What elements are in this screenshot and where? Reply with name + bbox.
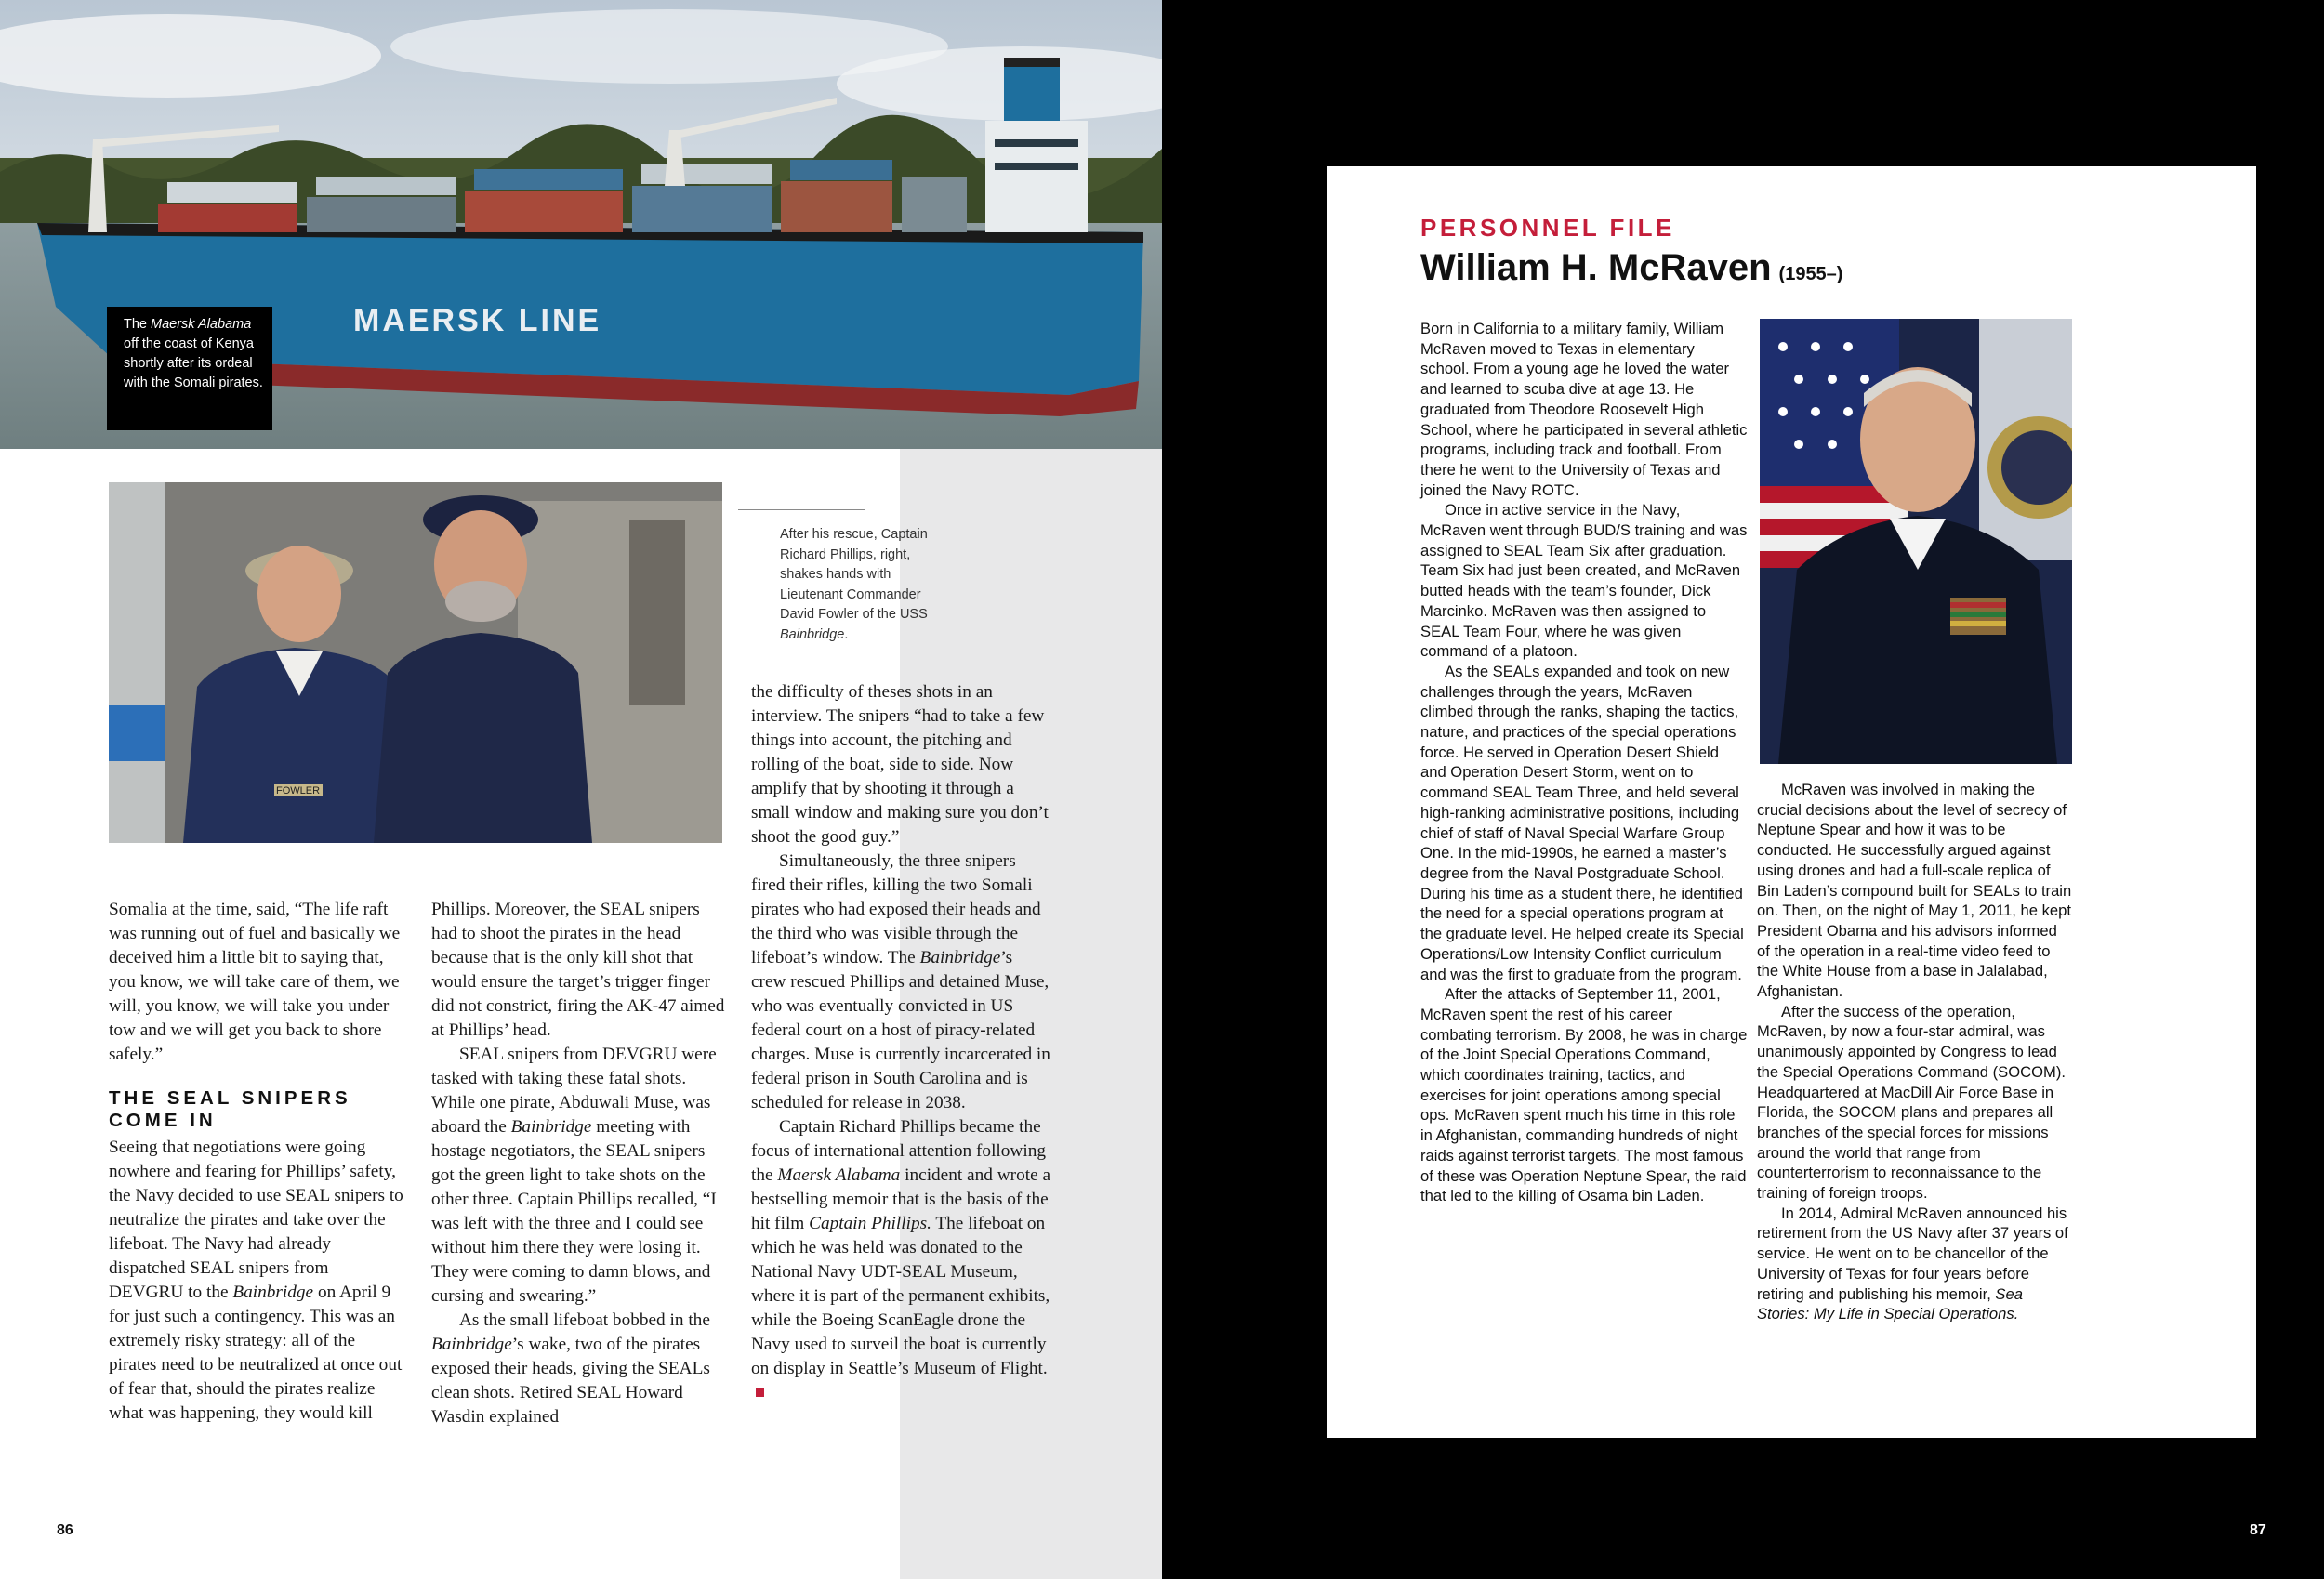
section-heading: THE SEAL SNIPERS COME IN	[109, 1087, 351, 1131]
sidebar-paragraph-4: After the attacks of September 11, 2001, McRaven spent the rest of his career combating terrorism. By 2008, he was in charge of the Joint Special Operations Command, which coordinates training, tactics, and exercises for joint operations among special ops. McRaven spent much his time in this role in Afghanistan, commanding hundreds of night raids against terrorist targets. The most famous of these was Operation Neptune Spear, the raid that led to the killing of Osama bin Laden.	[1420, 985, 1748, 1205]
article-column-2	[431, 898, 729, 1429]
ship-caption-post: off the coast of Kenya shortly after its ordeal with the Somali pirates.	[124, 336, 263, 390]
sidebar-paragraph-1: Born in California to a military family, William McRaven moved to Texas in elementary school. From a young age he loved the water and learned to scuba dive at age 13. He graduated from Theodore Roosevelt High School, where he participated in several athletic programs, including track and football. From there he went to the University of Texas and joined the Navy ROTC.	[1420, 320, 1748, 499]
end-mark	[756, 1388, 764, 1397]
ship-caption-pre: The	[124, 317, 152, 332]
col2-p3-text-b: ’s wake, two of the pirates exposed their heads, giving the SEALs clean shots. Retired SEAL Howard Wasdin explained	[431, 1335, 710, 1427]
col3-p2-ship: Bainbridge	[919, 948, 1001, 967]
sailors-caption	[780, 525, 938, 646]
col3-p3-text-b: incident and wrote a bestselling memoir that is the basis of the hit film	[751, 1165, 1051, 1233]
col2-paragraph-1: Phillips. Moreover, the SEAL snipers had to shoot the pirates in the head because that is the only kill shot that would ensure the target’s trigger finger did not constrict, firing the AK-47 aimed at Phillips’ head.	[431, 900, 725, 1040]
ship-caption-ship: Maersk Alabama	[151, 317, 252, 332]
col2-paragraph-2	[431, 1043, 729, 1309]
sailors-photo-illustration	[109, 482, 722, 843]
col3-p3-ship: Maersk Alabama	[777, 1165, 901, 1185]
col3-paragraph-2	[751, 849, 1050, 1115]
sidebar-p7-text: In 2014, Admiral McRaven announced his retirement from the US Navy after 37 years of service. He went on to be chancellor of the University of Texas for four years before retiring and publishing his memoir,	[1757, 1204, 2068, 1303]
hull-lettering: MAERSK LINE	[353, 303, 602, 338]
sidebar-column-1	[1420, 319, 1748, 1206]
portrait-illustration	[1760, 319, 2072, 764]
article-column-1	[109, 898, 404, 1426]
panel-kicker: PERSONNEL FILE	[1420, 214, 1675, 242]
col2-p2-text-a: SEAL snipers from DEVGRU were tasked with taking these fatal shots. While one pirate, Abduwali Muse, was aboard the	[431, 1045, 717, 1137]
col2-p3-ship: Bainbridge	[431, 1335, 512, 1354]
page-number-left: 86	[57, 1522, 73, 1538]
page-number-right: 87	[2250, 1522, 2266, 1538]
sidebar-paragraph-7	[1757, 1204, 2073, 1324]
col3-paragraph-1: the difficulty of theses shots in an interview. The snipers “had to take a few things into account, the pitching and rolling of the boat, side to side. Now amplify that by shooting it through a small window and making sure you don’t shoot the good guy.”	[751, 682, 1049, 847]
col1-p2-text-b: on April 9 for just such a contingency. This was an extremely risky strategy: all of the pirates need to be neutralized at once out of fear that, should the pirates realize what was happening, they would kill	[109, 1283, 403, 1423]
col2-p2-ship: Bainbridge	[510, 1117, 592, 1137]
panel-title	[1420, 247, 1842, 289]
personnel-file-panel	[1327, 166, 2256, 1438]
col3-p2-text-a: Simultaneously, the three snipers fired their rifles, killing the two Somali pirates who had exposed their heads and the third who was visible through the lifeboat’s window. The	[751, 851, 1041, 967]
sailors-photo	[109, 482, 722, 843]
col3-p3-text-a: Captain Richard Phillips became the focus of international attention following the	[751, 1117, 1046, 1185]
col2-p3-text-a: As the small lifeboat bobbed in the	[459, 1310, 710, 1330]
col2-p2-text-b: meeting with hostage negotiators, the SEAL snipers got the green light to take shots on the other three. Captain Phillips recalled, “I was left with the three and I could see without him there they were losing it. They were coming to damn blows, and cursing and swearing.”	[431, 1117, 717, 1306]
col3-p2-text-b: ’s crew rescued Phillips and detained Muse, who was eventually convicted in US federal court on a host of piracy-related charges. Muse is currently incarcerated in federal prison in South Carolina and is scheduled for release in 2038.	[751, 948, 1050, 1112]
sidebar-paragraph-2: Once in active service in the Navy, McRaven went through BUD/S training and was assigned to SEAL Team Six after graduation. Team Six had just been created, and McRaven butted heads with the team’s founder, Dick Marcinko. McRaven was then assigned to SEAL Team Four, where he was given command of a platoon.	[1420, 501, 1748, 661]
mcraven-portrait	[1760, 319, 2072, 764]
sidebar-p7-book: Sea Stories: My Life in Special Operations.	[1757, 1284, 2023, 1323]
person-years: (1955–)	[1778, 264, 1843, 284]
article-column-3	[751, 680, 1050, 1405]
sailors-caption-ship: Bainbridge	[780, 626, 845, 642]
sidebar-column-2	[1757, 780, 2073, 1324]
person-name: William H. McRaven	[1420, 247, 1772, 288]
sailors-caption-post: .	[844, 626, 849, 642]
sidebar-paragraph-5: McRaven was involved in making the crucial decisions about the level of secrecy of Neptune Spear and how it was to be conducted. He successfully argued against using drones and had a full-scale replica of Bin Laden’s compound built for SEALs to train on. Then, on the night of May 1, 2011, he kept President Obama and his advisors informed of the operation in a real-time video feed to the White House from a base in Jalalabad, Afghanistan.	[1757, 781, 2072, 1001]
col1-p2-ship: Bainbridge	[232, 1283, 314, 1302]
sailors-caption-pre: After his rescue, Captain Richard Phillips, right, shakes hands with Lieutenant Commander David Fowler of the USS	[780, 527, 928, 623]
col3-p3-text-c: The lifeboat on which he was held was donated to the National Navy UDT-SEAL Museum, where it is part of the permanent exhibits, while the Boeing ScanEagle drone the Navy used to surveil the boat is currently on display in Seattle’s Museum of Flight.	[751, 1214, 1050, 1378]
col3-paragraph-3	[751, 1115, 1050, 1405]
col1-p2-text-a: Seeing that negotiations were going nowhere and fearing for Phillips’ safety, the Navy decided to use SEAL snipers to neutralize the pirates and take over the lifeboat. The Navy had already dispatched SEAL snipers from DEVGRU to the	[109, 1138, 403, 1302]
col2-paragraph-3	[431, 1309, 729, 1429]
col1-paragraph-2	[109, 1136, 404, 1426]
sidebar-paragraph-3: As the SEALs expanded and took on new challenges through the years, McRaven climbed through the ranks, shaping the tactics, nature, and practices of the special operations force. He served in Operation Desert Shield and Operation Desert Storm, went on to command SEAL Team Three, and held several high-ranking administrative positions, including chief of staff of Naval Special Warfare Group One. In the mid-1990s, he earned a master’s degree from the Naval Postgraduate School. During his time as a student there, he identified the need for a special operations program at the graduate level. He helped create its Special Operations/Low Intensity Conflict curriculum and was the first to graduate from the program.	[1420, 662, 1744, 983]
ship-photo	[0, 0, 1162, 449]
ship-caption	[107, 307, 272, 430]
sidebar-paragraph-6: After the success of the operation, McRaven, by now a four-star admiral, was unanimously appointed by Congress to lead the Special Operations Command (SOCOM). Headquartered at MacDill Air Force Base in Florida, the SOCOM plans and prepares all branches of the special forces for missions around the world that range from counterterrorism to reconnaissance to the training of foreign troops.	[1757, 1002, 2066, 1203]
name-tag: FOWLER	[276, 785, 321, 796]
col1-paragraph-1: Somalia at the time, said, “The life raft was running out of fuel and basically we deceived him a little bit to saying that, you know, we will take care of them, we will, you know, we will take you under tow and we will get you back to shore safely.”	[109, 900, 401, 1064]
col3-p3-film: Captain Phillips.	[809, 1214, 931, 1233]
caption-rule	[738, 509, 865, 510]
